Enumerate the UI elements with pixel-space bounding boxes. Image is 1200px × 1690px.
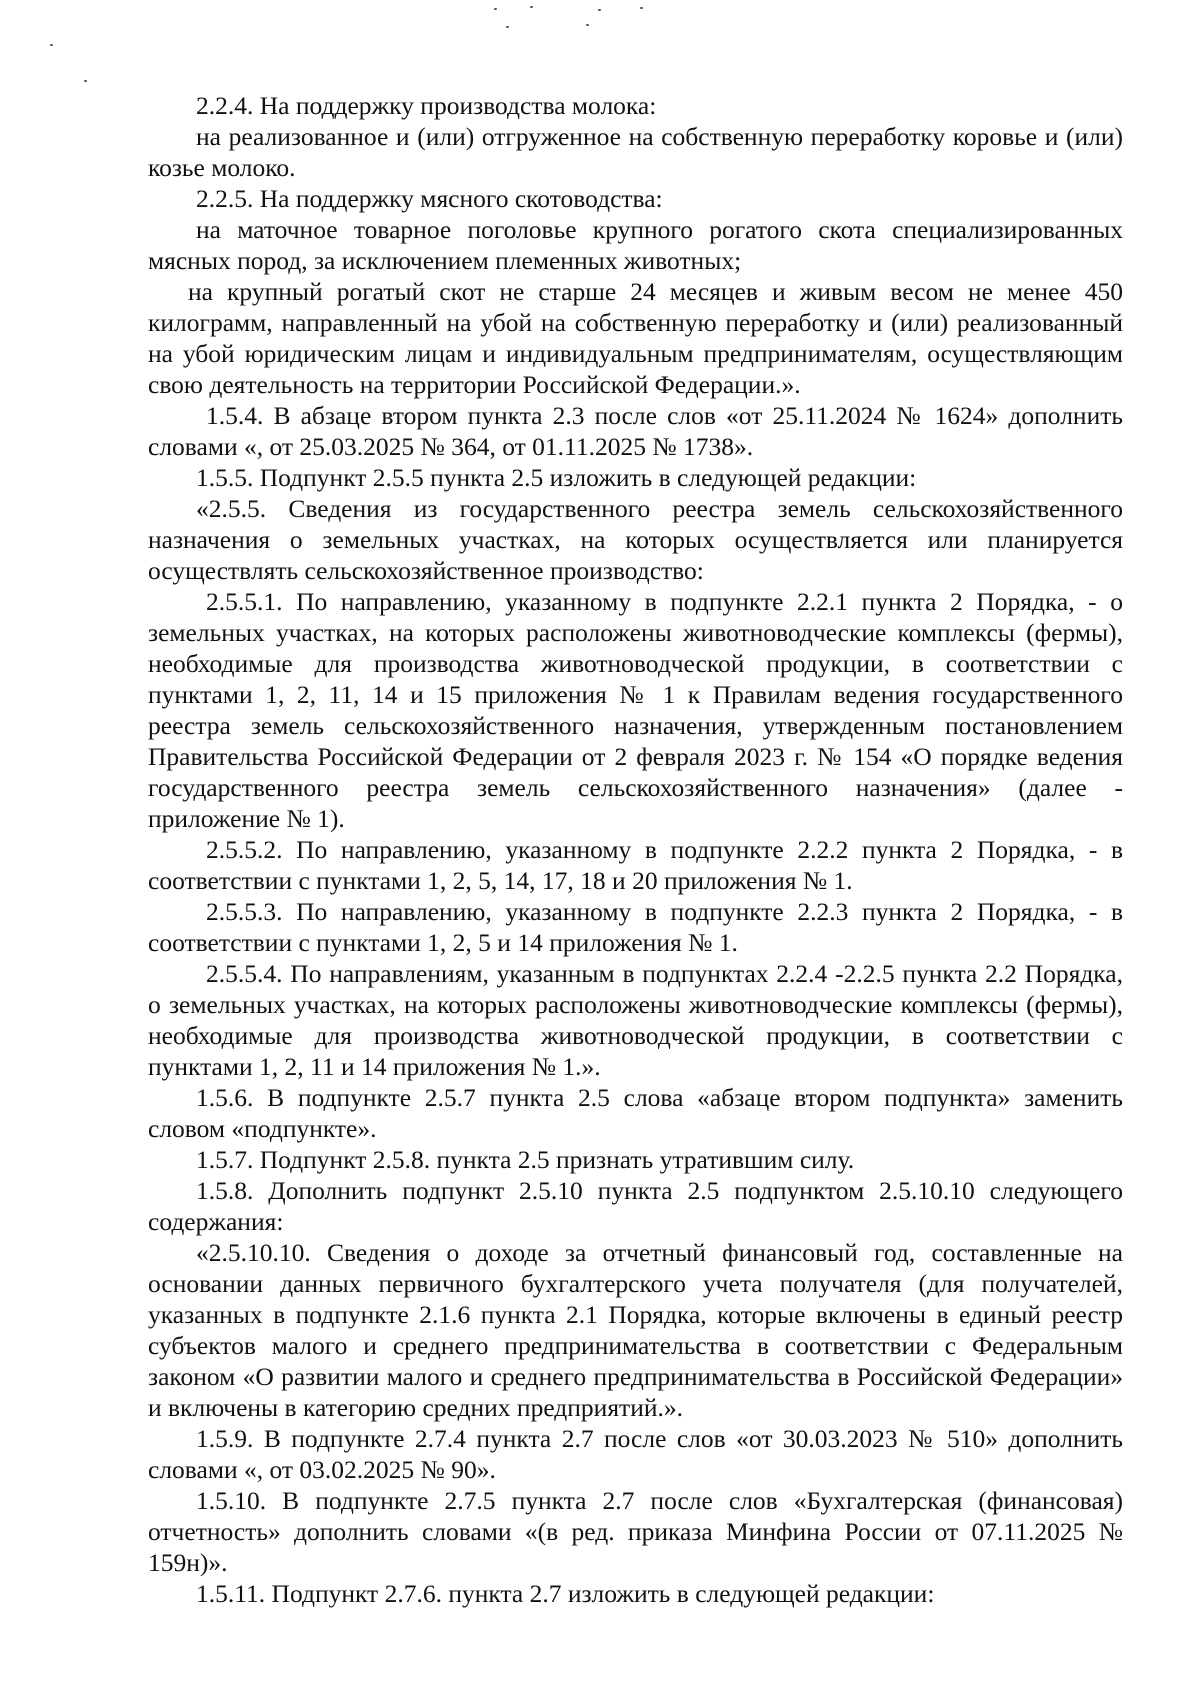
scan-speck: [506, 26, 509, 28]
paragraph-2-2-4: 2.2.4. На поддержку производства молока:: [196, 91, 657, 120]
scan-speck: [586, 24, 589, 26]
paragraph-2-5-10-10: «2.5.10.10. Сведения о доходе за отчетный финансовый год, составленные на основании данных первичного бухгалтерского учета получателя (для получателей, указанных в подпункте 2.1.6 пункта 2.1 Порядка, которые включены в единый реестр субъектов малого и среднего предпринимательства в соответствии с Федеральным законом «О развитии малого и среднего предпринимательства в Российской Федерации» и включены в категорию средних предприятий.».: [148, 1238, 1123, 1422]
paragraph-1-5-6: 1.5.6. В подпункте 2.5.7 пункта 2.5 слова «абзаце втором подпункта» заменить словом «подпункте».: [148, 1083, 1123, 1143]
paragraph-breeding-stock: на маточное товарное поголовье крупного рогатого скота специализированных мясных пород, за исключением племенных животных;: [148, 215, 1123, 275]
paragraph-2-5-5-1: 2.5.5.1. По направлению, указанному в подпункте 2.2.1 пункта 2 Порядка, - о земельных участках, на которых расположены животноводческие комплексы (фермы), необходимые для производства животноводческой продукции, в соответствии с пунктами 1, 2, 11, 14 и 15 приложения № 1 к Правилам ведения государственного реестра земель сельскохозяйственного назначения, утвержденным постановлением Правительства Российской Федерации от 2 февраля 2023 г. № 154 «О порядке ведения государственного реестра земель сельскохозяйственного назначения» (далее - приложение № 1).: [148, 587, 1123, 833]
paragraph-2-5-5: «2.5.5. Сведения из государственного реестра земель сельскохозяйственного назначения о земельных участках, на которых осуществляется или планируется осуществлять сельскохозяйственное производство:: [148, 494, 1123, 585]
scan-speck: [84, 80, 87, 82]
paragraph-1-5-8: 1.5.8. Дополнить подпункт 2.5.10 пункта 2.5 подпунктом 2.5.10.10 следующего содержания:: [148, 1176, 1123, 1236]
document-body: [148, 90, 1123, 1609]
paragraph-2-2-5: 2.2.5. На поддержку мясного скотоводства:: [196, 184, 663, 213]
scan-speck: [598, 9, 601, 11]
scan-speck: [494, 8, 497, 10]
scan-speck: [530, 6, 533, 8]
paragraph-1-5-4: 1.5.4. В абзаце втором пункта 2.3 после слов «от 25.11.2024 № 1624» дополнить словами «, от 25.03.2025 № 364, от 01.11.2025 № 1738».: [148, 401, 1123, 461]
paragraph-2-5-5-3: 2.5.5.3. По направлению, указанному в подпункте 2.2.3 пункта 2 Порядка, - в соответствии с пунктами 1, 2, 5 и 14 приложения № 1.: [148, 897, 1123, 957]
paragraph-1-5-10: 1.5.10. В подпункте 2.7.5 пункта 2.7 после слов «Бухгалтерская (финансовая) отчетность» дополнить словами «(в ред. приказа Минфина России от 07.11.2025 № 159н)».: [148, 1486, 1123, 1577]
paragraph-1-5-9: 1.5.9. В подпункте 2.7.4 пункта 2.7 после слов «от 30.03.2023 № 510» дополнить словами «, от 03.02.2025 № 90».: [148, 1424, 1123, 1484]
paragraph-1-5-7: 1.5.7. Подпункт 2.5.8. пункта 2.5 признать утратившим силу.: [196, 1145, 855, 1174]
paragraph-1-5-11: 1.5.11. Подпункт 2.7.6. пункта 2.7 изложить в следующей редакции:: [196, 1579, 935, 1608]
paragraph-cattle: на крупный рогатый скот не старше 24 месяцев и живым весом не менее 450 килограмм, направленный на убой на собственную переработку и (или) реализованный на убой юридическим лицам и индивидуальным предпринимателям, осуществляющим свою деятельность на территории Российской Федерации.».: [148, 277, 1123, 399]
scan-speck: [640, 7, 643, 9]
paragraph-1-5-5: 1.5.5. Подпункт 2.5.5 пункта 2.5 изложить в следующей редакции:: [196, 463, 917, 492]
scan-speck: [50, 44, 53, 46]
paragraph-2-5-5-2: 2.5.5.2. По направлению, указанному в подпункте 2.2.2 пункта 2 Порядка, - в соответствии с пунктами 1, 2, 5, 14, 17, 18 и 20 приложения № 1.: [148, 835, 1123, 895]
paragraph-milk: на реализованное и (или) отгруженное на собственную переработку коровье и (или) козье молоко.: [148, 122, 1123, 182]
paragraph-2-5-5-4: 2.5.5.4. По направлениям, указанным в подпунктах 2.2.4 -2.2.5 пункта 2.2 Порядка, о земельных участках, на которых расположены животноводческие комплексы (фермы), необходимые для производства животноводческой продукции, в соответствии с пунктами 1, 2, 11 и 14 приложения № 1.».: [148, 959, 1123, 1081]
